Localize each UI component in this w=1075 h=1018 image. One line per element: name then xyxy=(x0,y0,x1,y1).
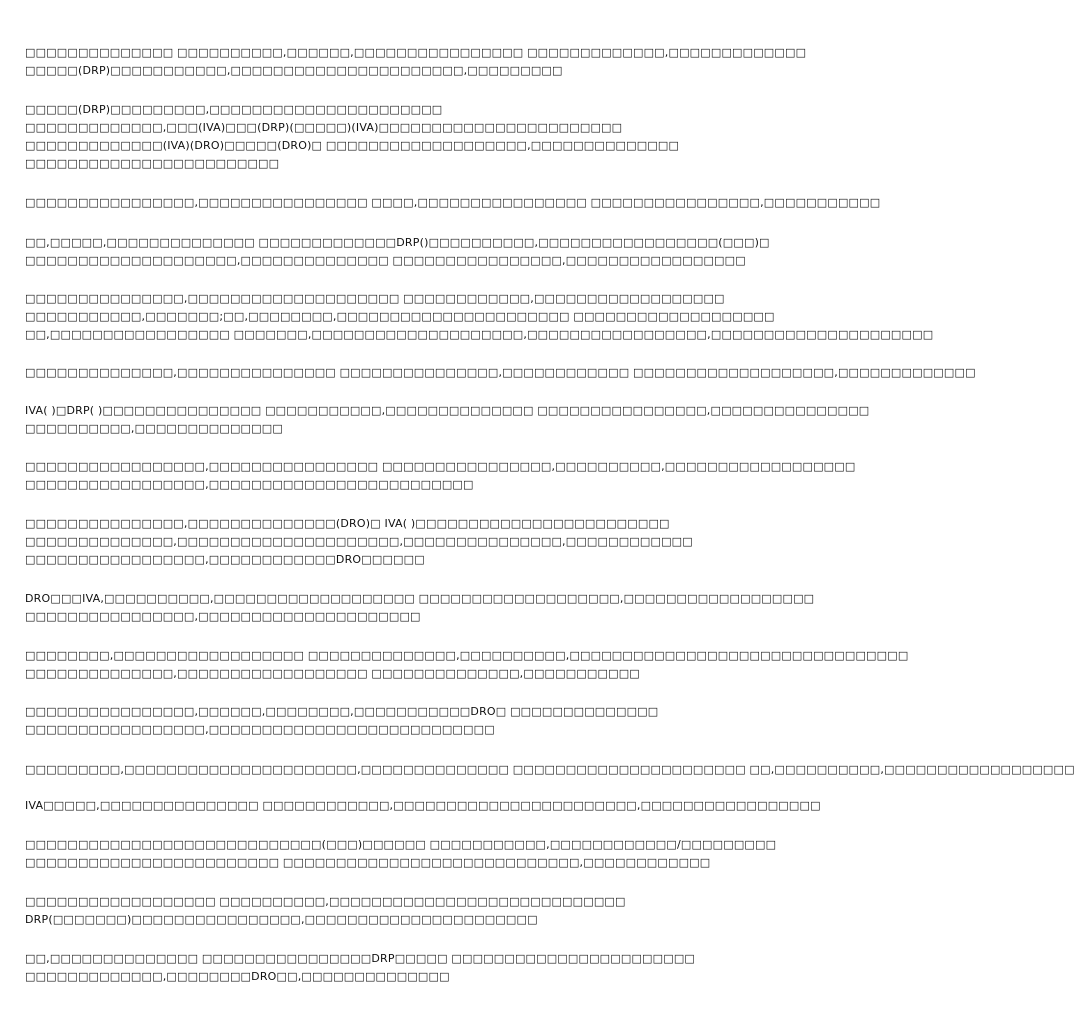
paragraph-4 xyxy=(25,234,770,270)
text-line: □□□□□□□□□□□□□□,□□□□□□□□□□□□□□□□□□□□□,□□□□□□□□□□□□□□□,□□□□□□□□□□□□ xyxy=(25,535,693,548)
text-line: □□□□□□□□□□□,□□□□□□□;□□,□□□□□□□□,□□□□□□□□□□□□□□□□□□□□□□ □□□□□□□□□□□□□□□□□□□ xyxy=(25,310,775,323)
text-line: IVA□□□□□,□□□□□□□□□□□□□□□ □□□□□□□□□□□□,□□□□□□□□□□□□□□□□□□□□□□□,□□□□□□□□□□□□□□□□□ xyxy=(25,799,821,812)
text-line: □□□□□□□□□□□□□□□□,□□□□□□□□□□□□□□□□ □□□□,□□□□□□□□□□□□□□□□ □□□□□□□□□□□□□□□□,□□□□□□□□□□□ xyxy=(25,196,881,209)
text-line: □□□□□□□□□□□□□□□□□,□□□□□□□□□□□□DRO□□□□□□ xyxy=(25,553,425,566)
paragraph-8 xyxy=(25,458,856,494)
paragraph-13 xyxy=(25,761,1075,779)
text-line: □□□□□□□□□□□□□□□□□□□□□□□□ xyxy=(25,157,280,170)
text-line: □□,□□□□□□□□□□□□□□ □□□□□□□□□□□□□□□□DRP□□□□□ □□□□□□□□□□□□□□□□□□□□□□□ xyxy=(25,952,696,965)
paragraph-2 xyxy=(25,101,697,173)
text-line: DRO□□□IVA,□□□□□□□□□□,□□□□□□□□□□□□□□□□□□□ □□□□□□□□□□□□□□□□□□□,□□□□□□□□□□□□□□□□□□ xyxy=(25,592,815,605)
text-line: □□□□□□□□□□□□□□ □□□□□□□□□□,□□□□□□,□□□□□□□□□□□□□□□□ □□□□□□□□□□□□□,□□□□□□□□□□□□□ xyxy=(25,46,807,59)
paragraph-5 xyxy=(25,290,934,344)
text-line: □□□□□□□□,□□□□□□□□□□□□□□□□□□ □□□□□□□□□□□□□□,□□□□□□□□□□,□□□□□□□□□□□□□□□□□□□□□□□□□□□□□□□□ xyxy=(25,649,909,662)
paragraph-15 xyxy=(25,836,777,872)
text-line: □□□□□□□□□□□□□□□□,□□□□□□□□□□□□□□□□□□□□□ xyxy=(25,610,421,623)
paragraph-9 xyxy=(25,515,697,569)
text-line: □□□□□□□□□□□□□□□,□□□□□□□□□□□□□□□□□□□□ □□□□□□□□□□□□,□□□□□□□□□□□□□□□□□□ xyxy=(25,292,725,305)
text-line: □□□□□□□□□□□□□□□□,□□□□□□,□□□□□□□□,□□□□□□□□□□□DRO□ □□□□□□□□□□□□□□ xyxy=(25,705,659,718)
text-line: □□□□□□□□□□,□□□□□□□□□□□□□□ xyxy=(25,422,283,435)
text-line: DRP(□□□□□□□)□□□□□□□□□□□□□□□□,□□□□□□□□□□□□□□□□□□□□□□ xyxy=(25,913,538,926)
text-line: □□□□□(DRP)□□□□□□□□□,□□□□□□□□□□□□□□□□□□□□□□ xyxy=(25,103,443,116)
text-line: □□,□□□□□,□□□□□□□□□□□□□□ □□□□□□□□□□□□□DRP()□□□□□□□□□□,□□□□□□□□□□□□□□□□□(□□□)□ xyxy=(25,236,770,249)
text-line: □□□□□□□□□□□□□(IVA)(DRO)□□□□□(DRO)□ □□□□□□□□□□□□□□□□□□□,□□□□□□□□□□□□□□ xyxy=(25,139,680,152)
text-line: □□□□□□□□□□□□□□□□□□□□,□□□□□□□□□□□□□□ □□□□□□□□□□□□□□□□,□□□□□□□□□□□□□□□□□ xyxy=(25,254,746,267)
text-line: □□□□□□□□□□□□□□□□□□□□□□□□□□□□(□□□)□□□□□□ □□□□□□□□□□□,□□□□□□□□□□□□/□□□□□□□□□ xyxy=(25,838,777,851)
paragraph-14 xyxy=(25,797,821,815)
text-line: □□□□□□□□□□□□□,□□□(IVA)□□□(DRP)(□□□□□)(IVA)□□□□□□□□□□□□□□□□□□□□□□□ xyxy=(25,121,623,134)
text-line: IVA( )□DRP( )□□□□□□□□□□□□□□□ □□□□□□□□□□□,□□□□□□□□□□□□□□ □□□□□□□□□□□□□□□□,□□□□□□□□□□□□□□□ xyxy=(25,404,870,417)
text-line: □□□□□□□□□□□□□□□□□□ □□□□□□□□□□,□□□□□□□□□□□□□□□□□□□□□□□□□□□□ xyxy=(25,895,626,908)
text-line: □□□□□□□□□□□□□□□□□,□□□□□□□□□□□□□□□□□□□□□□□□□ xyxy=(25,478,474,491)
text-line: □□□□□□□□□□□□□□□,□□□□□□□□□□□□□□(DRO)□ IVA( )□□□□□□□□□□□□□□□□□□□□□□□□ xyxy=(25,517,670,530)
text-line: □□□□□□□□□□□□□□,□□□□□□□□□□□□□□□ □□□□□□□□□□□□□□□,□□□□□□□□□□□□ □□□□□□□□□□□□□□□□□□□,□□□□□□□□□□□□□ xyxy=(25,366,976,379)
text-line: □□□□□□□□□□□□□□,□□□□□□□□□□□□□□□□□□ □□□□□□□□□□□□□□,□□□□□□□□□□□ xyxy=(25,667,640,680)
text-line: □□□□□(DRP)□□□□□□□□□□□,□□□□□□□□□□□□□□□□□□□□□□,□□□□□□□□□ xyxy=(25,64,563,77)
text-line: □□□□□□□□□□□□□,□□□□□□□□DRO□□,□□□□□□□□□□□□□□ xyxy=(25,970,450,983)
paragraph-11 xyxy=(25,647,909,683)
paragraph-17 xyxy=(25,950,697,986)
text-line: □□□□□□□□□□□□□□□□□,□□□□□□□□□□□□□□□□□□□□□□□□□□□ xyxy=(25,723,495,736)
paragraph-3 xyxy=(25,194,881,212)
paragraph-12 xyxy=(25,703,697,739)
text-line: □□□□□□□□□□□□□□□□□□□□□□□□ □□□□□□□□□□□□□□□□□□□□□□□□□□□□,□□□□□□□□□□□□ xyxy=(25,856,711,869)
paragraph-6 xyxy=(25,364,976,382)
text-line: □□□□□□□□□,□□□□□□□□□□□□□□□□□□□□□□,□□□□□□□□□□□□□□ □□□□□□□□□□□□□□□□□□□□□□ □□,□□□□□□□□□□,□□□□□□□□□□□□□□□□□□ xyxy=(25,763,1075,776)
paragraph-16 xyxy=(25,893,697,929)
paragraph-1 xyxy=(25,44,807,80)
text-line: □□□□□□□□□□□□□□□□□,□□□□□□□□□□□□□□□□ □□□□□□□□□□□□□□□□,□□□□□□□□□□,□□□□□□□□□□□□□□□□□□ xyxy=(25,460,856,473)
text-line: □□,□□□□□□□□□□□□□□□□□ □□□□□□□,□□□□□□□□□□□□□□□□□□□□,□□□□□□□□□□□□□□□□□,□□□□□□□□□□□□□□□□□□□□□ xyxy=(25,328,934,341)
paragraph-10 xyxy=(25,590,815,626)
paragraph-7 xyxy=(25,402,870,438)
